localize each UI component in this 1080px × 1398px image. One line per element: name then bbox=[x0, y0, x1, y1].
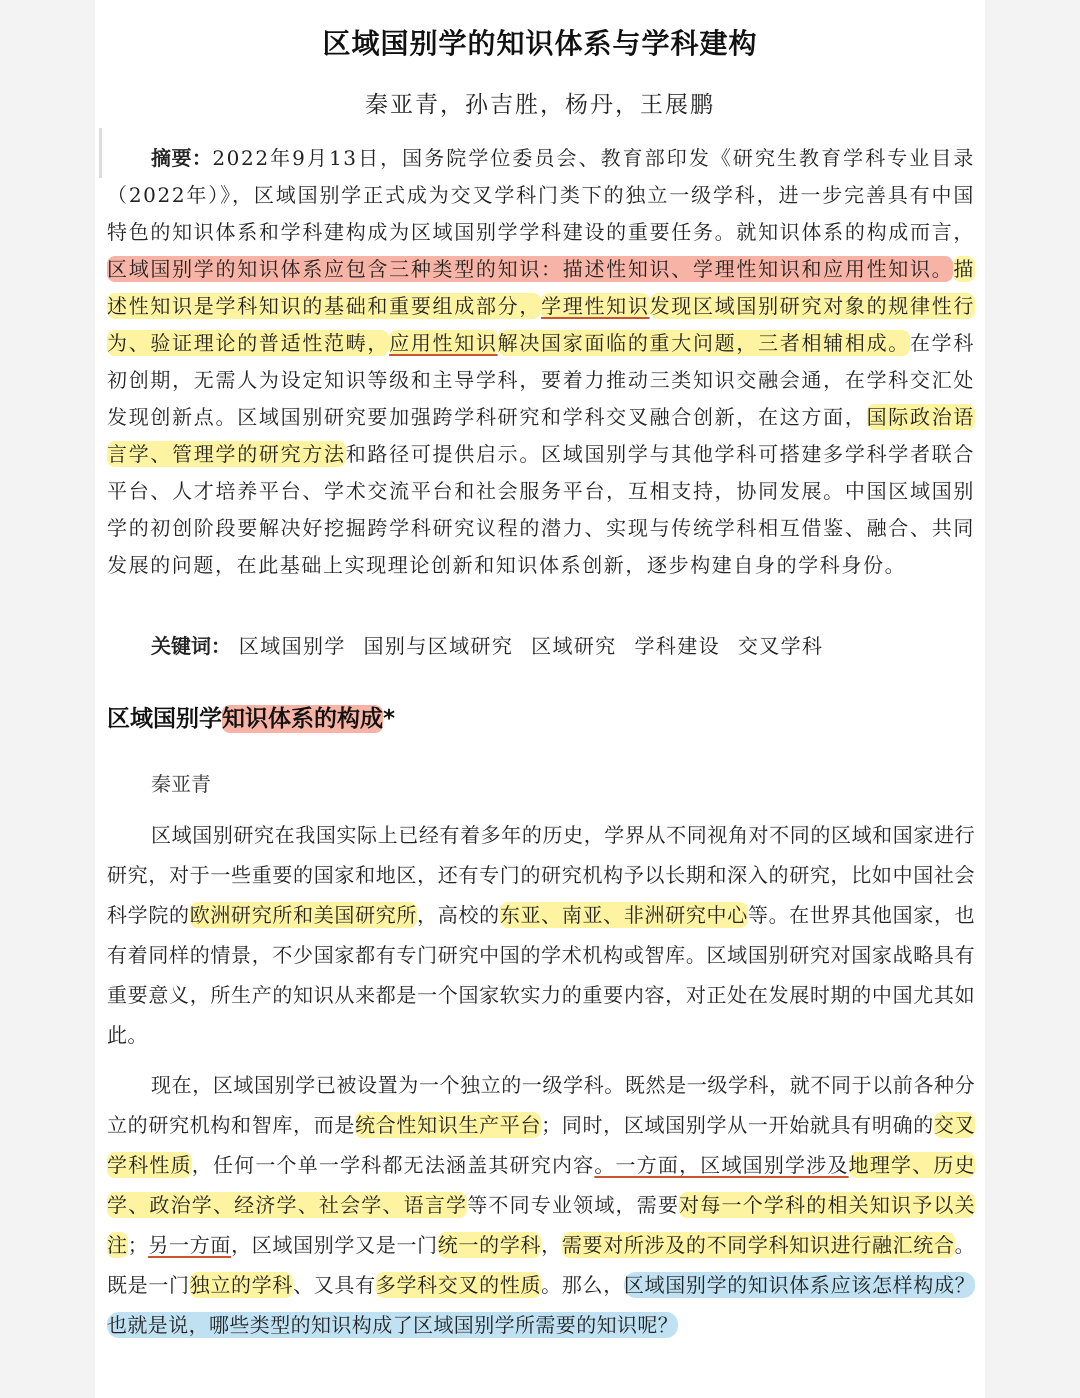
document-page bbox=[95, 0, 985, 1398]
keyword: 交叉学科 bbox=[737, 634, 824, 658]
highlight-yellow: 东亚、南亚、非洲研究中心 bbox=[499, 903, 748, 927]
highlight-yellow: 国际政治语言学、管理学的研究方法 bbox=[107, 405, 976, 466]
keyword: 区域研究 bbox=[531, 634, 617, 658]
body-text: 等。在世界其他国家，也有着同样的情景，不少国家都有专门研究中国的学术机构或智库。区域国别研究对国家战略具有重要意义，所生产的知识从来都是一个国家软实力的重要内容，对正处在发展时期的中国尤其如此。 bbox=[107, 903, 976, 1047]
body-text: 。既是一门 bbox=[107, 1233, 976, 1297]
highlight-red: 知识体系的构成 bbox=[222, 706, 383, 732]
page-margin-left bbox=[0, 0, 95, 1398]
highlight-yellow: 交叉学科性质 bbox=[107, 1113, 975, 1177]
paper-title: 区域国别学的知识体系与学科建构 bbox=[322, 27, 758, 60]
keyword: 学科建设 bbox=[634, 634, 721, 658]
highlight-blue: 区域国别学的知识体系应该怎样构成？也就是说，哪些类型的知识构成了区域国别学所需要的知识呢？ bbox=[107, 1273, 976, 1337]
highlight-yellow: 统一的学科 bbox=[437, 1233, 542, 1257]
body-text: ，高校的 bbox=[417, 903, 500, 927]
highlight-yellow-underlined: 学理性知识 bbox=[541, 294, 650, 318]
keywords-label: 关键词： bbox=[151, 634, 231, 658]
highlight-yellow: 描述性知识是学科知识的基础和重要组成部分， bbox=[107, 257, 975, 318]
body-text: 等不同专业领域，需要 bbox=[467, 1193, 680, 1217]
keywords bbox=[151, 630, 971, 659]
highlight-yellow: 独立的学科 bbox=[189, 1273, 294, 1297]
highlight-yellow: 解决国家面临的重大问题，三者相辅相成。 bbox=[497, 331, 910, 355]
body-text: 区域国别研究在我国实际上已经有着多年的历史，学界从不同视角对不同的区域和国家进行研究，对于一些重要的国家和地区，还有专门的研究机构予以长期和深入的研究，比如中国社会科学院的 bbox=[107, 823, 975, 927]
body-text: 、又具有 bbox=[293, 1273, 376, 1297]
body-text: ；同时，区域国别学从一开始就具有明确的 bbox=[541, 1113, 934, 1137]
page-margin-right bbox=[985, 0, 1080, 1398]
body-text: ， bbox=[541, 1233, 562, 1257]
highlight-yellow: 对每一个学科的相关知识予以关注 bbox=[107, 1193, 976, 1257]
highlight-yellow-underlined: 应用性知识 bbox=[389, 331, 498, 355]
highlight-yellow: 统合性知识生产平台 bbox=[355, 1113, 542, 1137]
abstract bbox=[107, 140, 975, 584]
abstract-text: 在学科初创期，无需人为设定知识等级和主导学科，要着力推动三类知识交融会通，在学科交汇处发现创新点。区域国别研究要加强跨学科研究和学科交叉融合创新，在这方面， bbox=[107, 331, 975, 429]
body-text: 现在，区域国别学已被设置为一个独立的一级学科。既然是一级学科，就不同于以前各种分立的研究机构和智库，而是 bbox=[107, 1073, 975, 1137]
margin-bar bbox=[99, 128, 102, 178]
keyword: 区域国别学 bbox=[238, 634, 346, 658]
highlight-yellow: 多学科交叉的性质 bbox=[375, 1273, 542, 1297]
paper-authors: 秦亚青，孙吉胜，杨丹，王展鹏 bbox=[365, 92, 715, 118]
body-paragraph-1 bbox=[107, 815, 975, 1055]
section-title-part: 区域国别学 bbox=[107, 706, 222, 732]
abstract-text: 2022年9月13日，国务院学位委员会、教育部印发《研究生教育学科专业目录（2022年）》，区域国别学正式成为交叉学科门类下的独立一级学科，进一步完善具有中国特色的知识体系和学科建构成为区域国别学学科建设的重要任务。就知识体系的构成而言， bbox=[107, 146, 976, 244]
highlight-yellow: 需要对所涉及的不同学科知识进行融汇统合 bbox=[561, 1233, 955, 1257]
underlined-text: 。一方面，区域国别学涉及 bbox=[594, 1153, 849, 1177]
highlight-yellow: 欧洲研究所和美国研究所 bbox=[189, 903, 418, 927]
highlight-yellow: 地理学、历史学、政治学、经济学、社会学、语言学 bbox=[107, 1153, 975, 1217]
abstract-text: 和路径可提供启示。区域国别学与其他学科可搭建多学科学者联合平台、人才培养平台、学术交流平台和社会服务平台，互相支持，协同发展。中国区域国别学的初创阶段要解决好挖掘跨学科研究议程的潜力、实现与传统学科相互借鉴、融合、共同发展的问题，在此基础上实现理论创新和知识体系创新，逐步构建自身的学科身份。 bbox=[107, 442, 975, 577]
body-text: ，区域国别学又是一门 bbox=[231, 1233, 438, 1257]
section-title bbox=[107, 700, 395, 733]
section-author: 秦亚青 bbox=[151, 772, 211, 796]
body-text: ，任何一个单一学科都无法涵盖其研究内容 bbox=[191, 1153, 595, 1177]
highlight-red: 区域国别学的知识体系应包含三种类型的知识：描述性知识、学理性知识和应用性知识。 bbox=[107, 257, 954, 281]
body-text: 。那么， bbox=[541, 1273, 624, 1297]
body-text: ； bbox=[127, 1233, 149, 1257]
abstract-label: 摘要： bbox=[151, 146, 213, 170]
body-paragraph-2 bbox=[107, 1065, 975, 1345]
underlined-text: 另一方面 bbox=[148, 1233, 232, 1257]
keyword: 国别与区域研究 bbox=[363, 634, 514, 658]
highlight-yellow: 发现区域国别研究对象的规律性行为、验证理论的普适性范畴， bbox=[107, 294, 976, 355]
footnote-marker: * bbox=[383, 706, 396, 732]
